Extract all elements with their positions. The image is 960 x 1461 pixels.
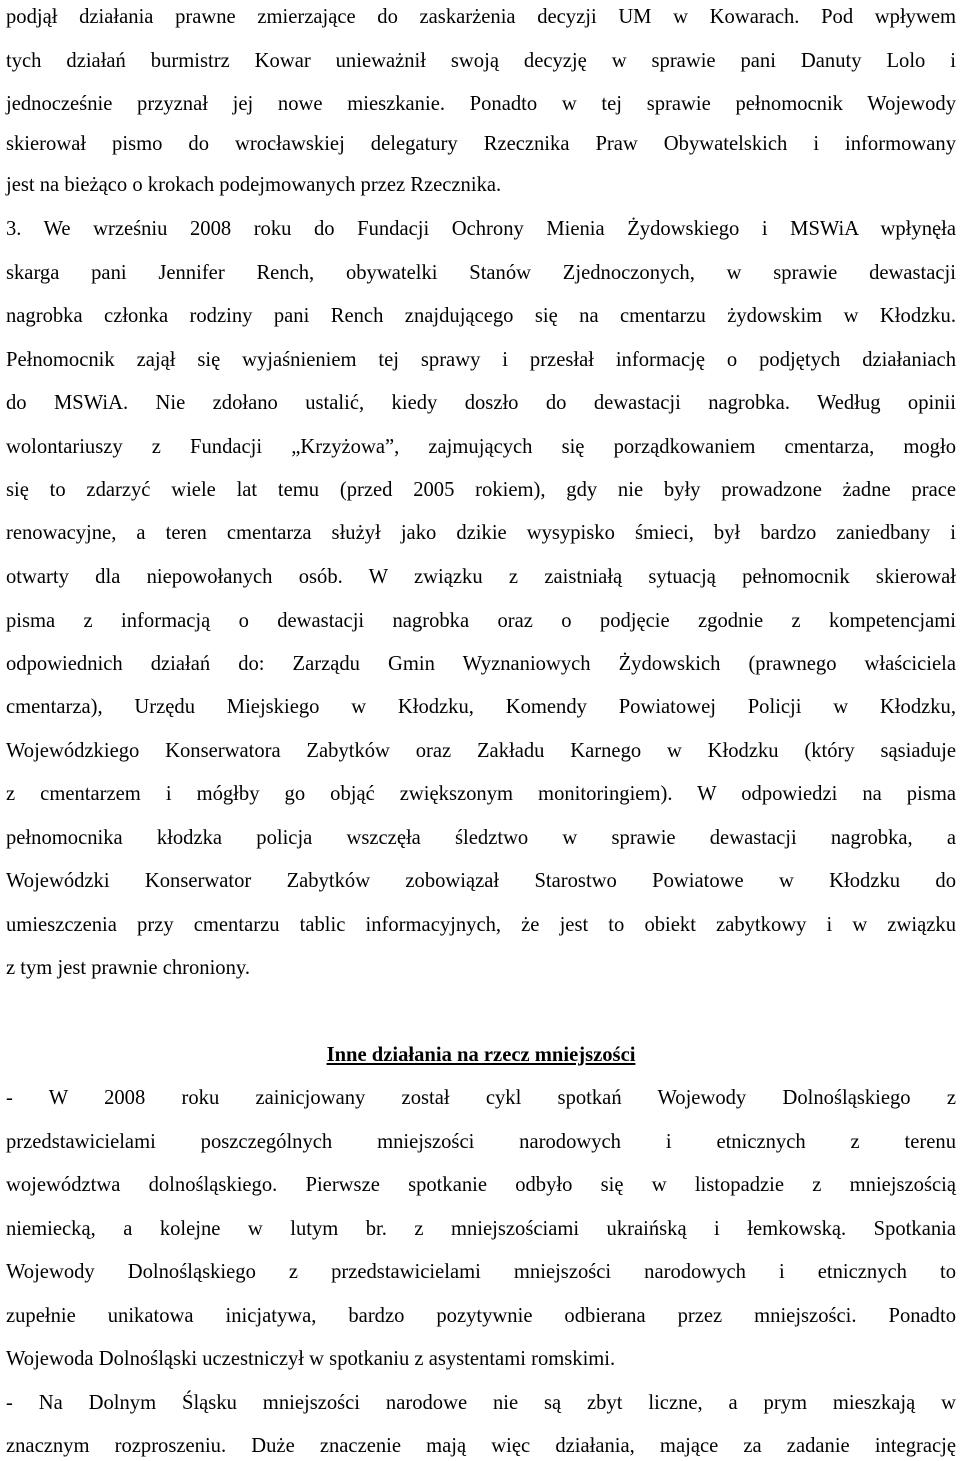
section-heading: Inne działania na rzecz mniejszości	[326, 1044, 636, 1066]
text-line: podjął działania prawne zmierzające do zaskarżenia decyzji UM w Kowarach. Pod wpływem	[6, 6, 956, 28]
text-line: renowacyjne, a teren cmentarza służył jako dzikie wysypisko śmieci, był bardzo zaniedbany i	[6, 522, 956, 544]
text-line: Wojewoda Dolnośląski uczestniczył w spotkaniu z asystentami romskimi.	[6, 1348, 616, 1370]
text-line: Wojewody Dolnośląskiego z przedstawicielami mniejszości narodowych i etnicznych to	[6, 1261, 956, 1283]
text-line: skarga pani Jennifer Rench, obywatelki Stanów Zjednoczonych, w sprawie dewastacji	[6, 262, 956, 284]
text-line: pełnomocnika kłodzka policja wszczęła śledztwo w sprawie dewastacji nagrobka, a	[6, 827, 956, 849]
text-line: jednocześnie przyznał jej nowe mieszkanie. Ponadto w tej sprawie pełnomocnik Wojewody	[6, 93, 956, 115]
text-line: 3. We wrześniu 2008 roku do Fundacji Ochrony Mienia Żydowskiego i MSWiA wpłynęła	[6, 218, 956, 240]
text-line: jest na bieżąco o krokach podejmowanych przez Rzecznika.	[6, 174, 502, 196]
text-line: niemiecką, a kolejne w lutym br. z mniejszościami ukraińską i łemkowską. Spotkania	[6, 1218, 956, 1240]
text-line: Pełnomocnik zajął się wyjaśnieniem tej sprawy i przesłał informację o podjętych działaniach	[6, 349, 956, 371]
text-line: odpowiednich działań do: Zarządu Gmin Wyznaniowych Żydowskich (prawnego właściciela	[6, 653, 956, 675]
text-line: znacznym rozproszeniu. Duże znaczenie mają więc działania, mające za zadanie integrację	[6, 1435, 956, 1457]
text-line: zupełnie unikatowa inicjatywa, bardzo pozytywnie odbierana przez mniejszości. Ponadto	[6, 1305, 956, 1327]
text-line: województwa dolnośląskiego. Pierwsze spotkanie odbyło się w listopadzie z mniejszością	[6, 1174, 956, 1196]
text-line: Wojewódzki Konserwator Zabytków zobowiązał Starostwo Powiatowe w Kłodzku do	[6, 870, 956, 892]
text-line: tych działań burmistrz Kowar unieważnił swoją decyzję w sprawie pani Danuty Lolo i	[6, 50, 956, 72]
text-line: z cmentarzem i mógłby go objąć zwiększonym monitoringiem). W odpowiedzi na pisma	[6, 783, 956, 805]
text-line: - W 2008 roku zainicjowany został cykl spotkań Wojewody Dolnośląskiego z	[6, 1087, 956, 1109]
text-line: do MSWiA. Nie zdołano ustalić, kiedy doszło do dewastacji nagrobka. Według opinii	[6, 392, 956, 414]
text-line: pisma z informacją o dewastacji nagrobka oraz o podjęcie zgodnie z kompetencjami	[6, 610, 956, 632]
text-line: się to zdarzyć wiele lat temu (przed 2005 rokiem), gdy nie były prowadzone żadne prace	[6, 479, 956, 501]
text-line: nagrobka członka rodziny pani Rench znajdującego się na cmentarzu żydowskim w Kłodzku.	[6, 305, 956, 327]
text-line: umieszczenia przy cmentarzu tablic informacyjnych, że jest to obiekt zabytkowy i w związku	[6, 914, 956, 936]
text-line: cmentarza), Urzędu Miejskiego w Kłodzku, Komendy Powiatowej Policji w Kłodzku,	[6, 696, 956, 718]
text-line: wolontariuszy z Fundacji „Krzyżowa”, zajmujących się porządkowaniem cmentarza, mogło	[6, 436, 956, 458]
text-line: otwarty dla niepowołanych osób. W związku z zaistniałą sytuacją pełnomocnik skierował	[6, 566, 956, 588]
text-line: Wojewódzkiego Konserwatora Zabytków oraz Zakładu Karnego w Kłodzku (który sąsiaduje	[6, 740, 956, 762]
text-line: przedstawicielami poszczególnych mniejszości narodowych i etnicznych z terenu	[6, 1131, 956, 1153]
text-line: skierował pismo do wrocławskiej delegatury Rzecznika Praw Obywatelskich i informowany	[6, 133, 956, 155]
text-line: z tym jest prawnie chroniony.	[6, 957, 251, 979]
text-line: - Na Dolnym Śląsku mniejszości narodowe nie są zbyt liczne, a prym mieszkają w	[6, 1392, 956, 1414]
